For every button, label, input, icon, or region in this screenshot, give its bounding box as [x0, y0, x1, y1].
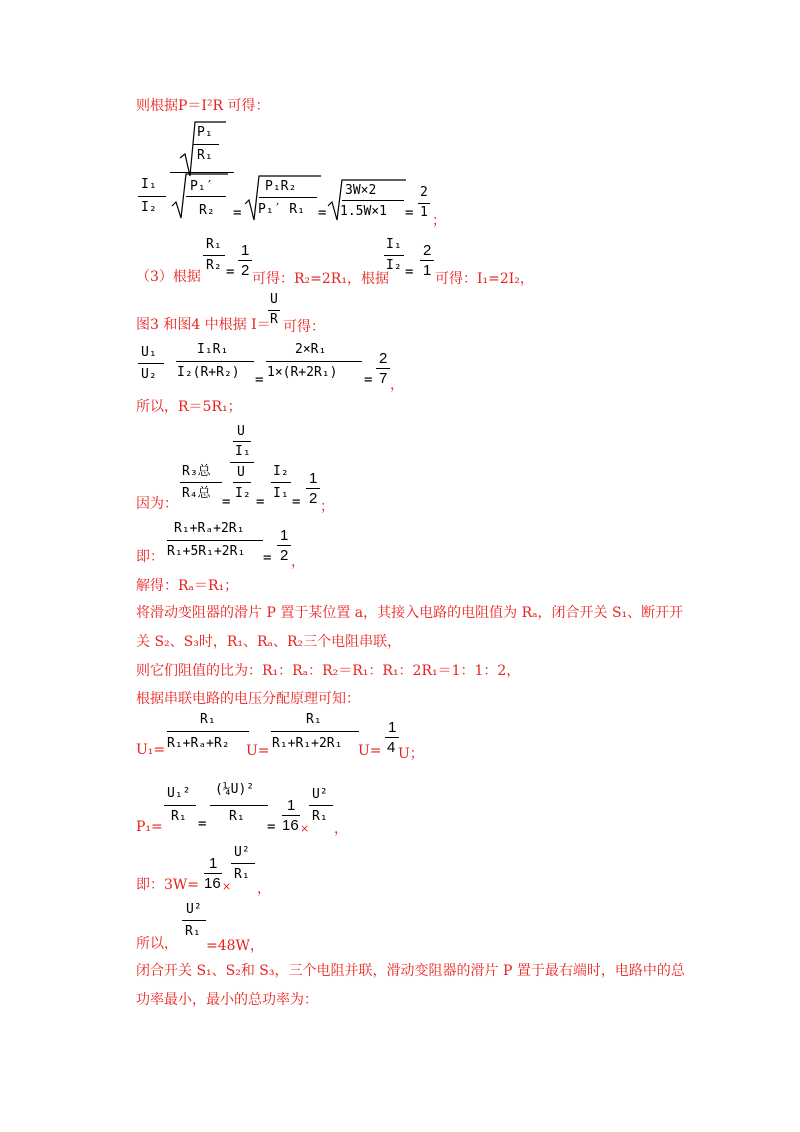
text-line: 关 S₂、S₃时，R₁、Rₐ、R₂三个电阻串联， — [136, 634, 402, 650]
text-line: 则它们阻值的比为：R₁：Rₐ：R₂＝R₁：R₁：2R₁＝1：1：2， — [136, 663, 521, 679]
text-line: 闭合开关 S₁、S₂和 S₃，三个电阻并联，滑动变阻器的滑片 P 置于最右端时，电路中的总 — [136, 963, 685, 979]
text-line: 则根据P＝I²R 可得： — [136, 98, 270, 114]
text-line: 功率最小，最小的总功率为： — [136, 992, 318, 1008]
text-line: 所以，R＝5R₁； — [136, 399, 242, 415]
text-line: 将滑动变阻器的滑片 P 置于某位置 a，其接入电路的电阻值为 Rₐ，闭合开关 S₁、断开开 — [136, 605, 684, 621]
text-line: 根据串联电路的电压分配原理可知： — [136, 691, 360, 707]
text-line: 解得：Rₐ＝R₁； — [136, 578, 239, 594]
